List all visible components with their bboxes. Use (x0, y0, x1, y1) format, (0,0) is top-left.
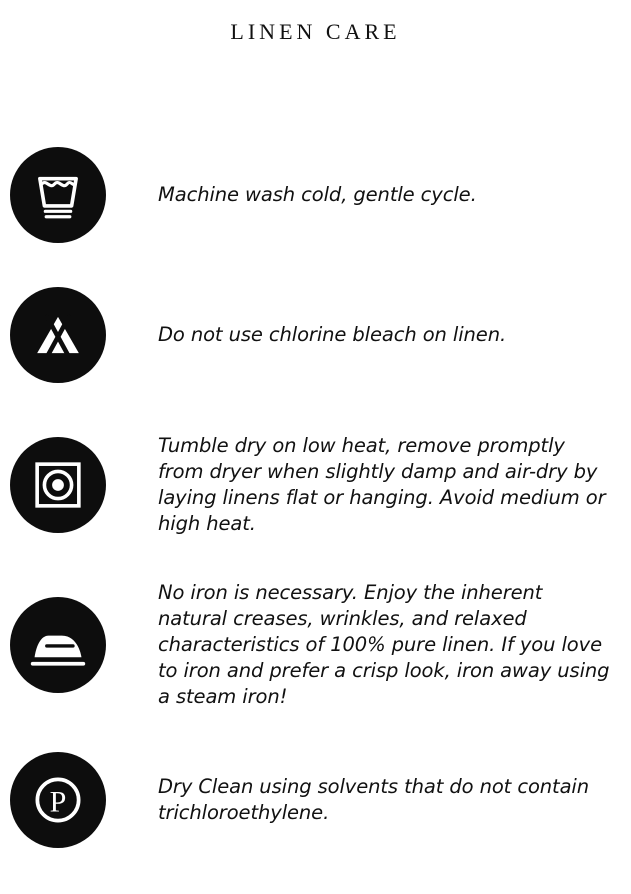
title-spacer (0, 67, 631, 125)
care-instruction-text: Machine wash cold, gentle cycle. (158, 183, 477, 207)
list-item (0, 405, 631, 565)
do-not-bleach-icon (10, 287, 106, 383)
icon-container (10, 139, 106, 251)
machine-wash-icon (10, 147, 106, 243)
linen-care-page (0, 15, 631, 894)
list-item (0, 565, 631, 725)
list-item (0, 725, 631, 875)
care-instruction-text: No iron is necessary. Enjoy the inherent natural creases, wrinkles, and relaxed characteristics of 100% pure linen. If you love to iron and prefer a crisp look, iron away using a steam iron! (158, 581, 610, 709)
care-instruction-text: Do not use chlorine bleach on linen. (158, 323, 507, 347)
icon-container (10, 744, 106, 856)
tumble-dry-low-icon (10, 437, 106, 533)
list-item (0, 265, 631, 405)
dry-clean-p-icon (10, 752, 106, 848)
icon-container (10, 279, 106, 391)
icon-container (10, 429, 106, 541)
svg-text:P: P (49, 785, 67, 819)
care-instruction-text: Dry Clean using solvents that do not contain trichloroethylene. (158, 775, 590, 825)
page-title: LINEN CARE (230, 18, 401, 44)
care-instruction-list (0, 125, 631, 875)
care-instruction-text: Tumble dry on low heat, remove promptly from dryer when slightly damp and air-dry by laying linens flat or hanging. Avoid medium or high heat. (158, 434, 606, 536)
icon-container (10, 589, 106, 701)
iron-icon (10, 597, 106, 693)
list-item (0, 125, 631, 265)
